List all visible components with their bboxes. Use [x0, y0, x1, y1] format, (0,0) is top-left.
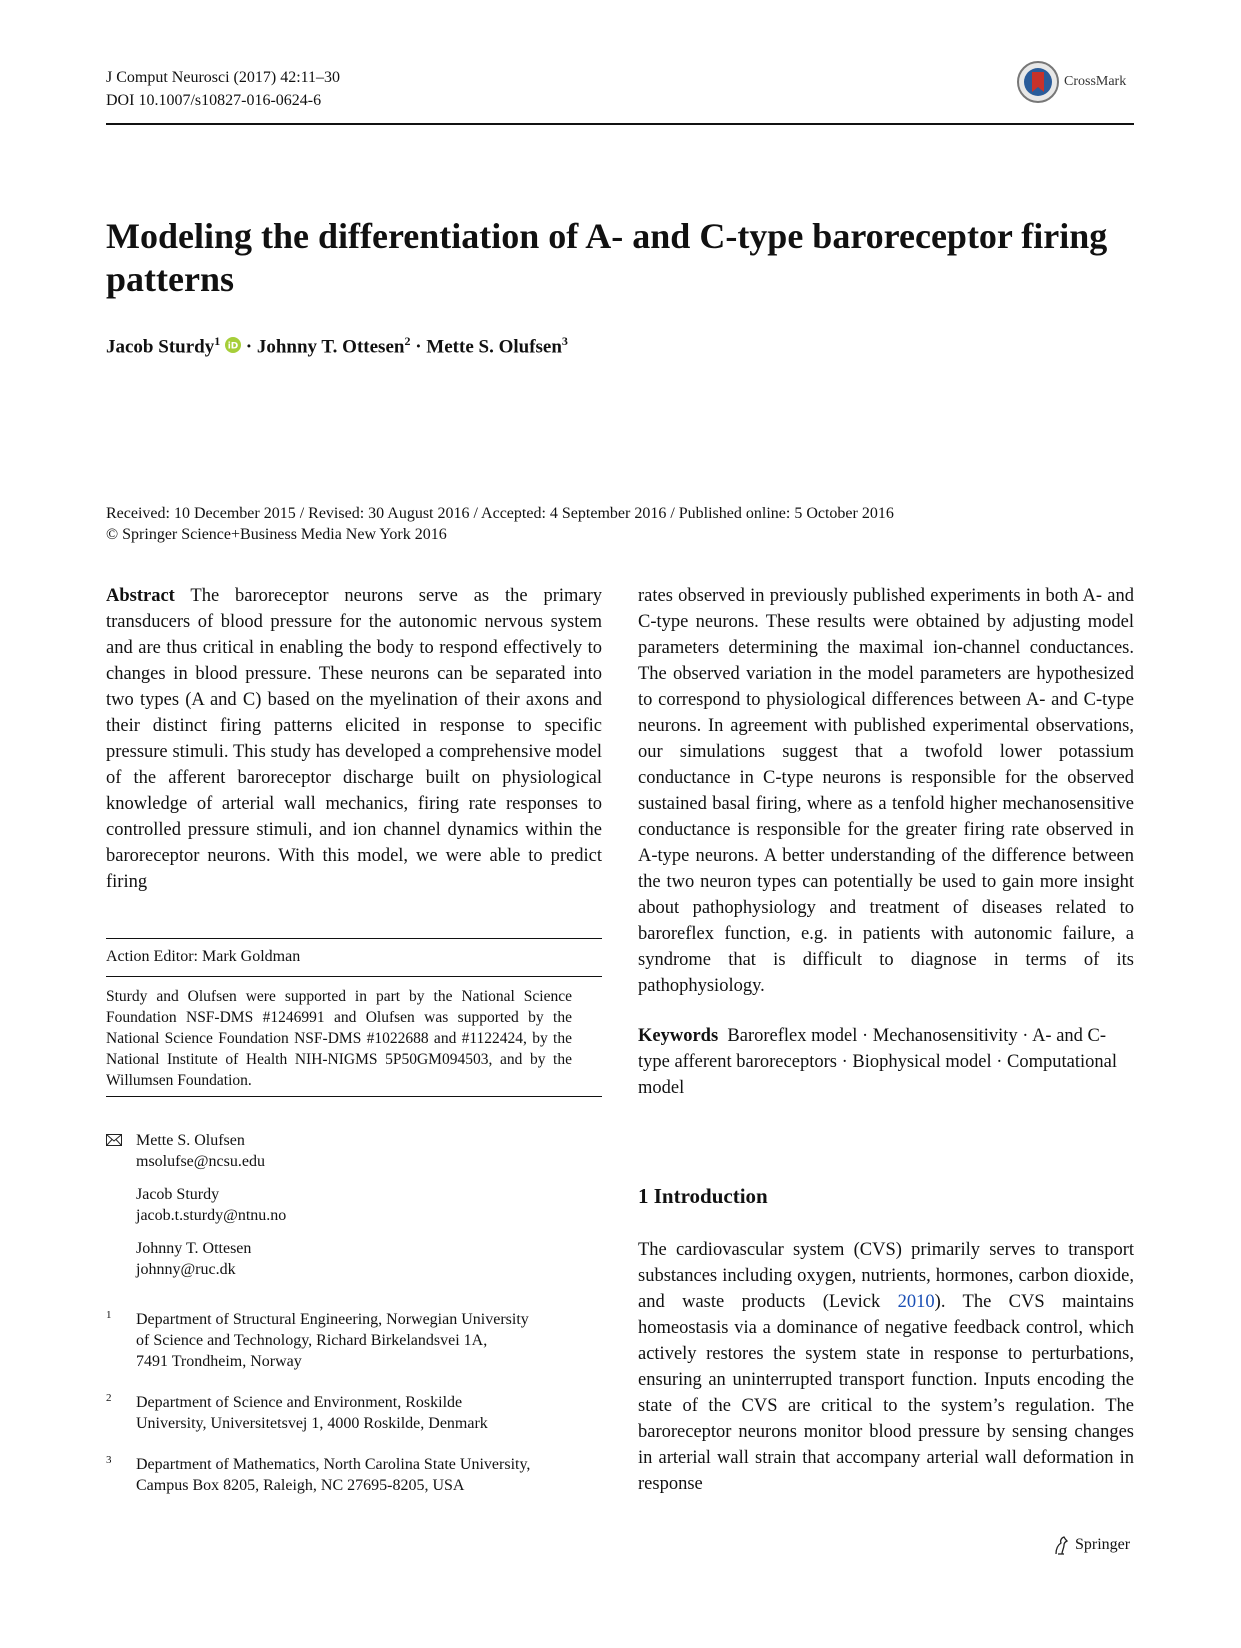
- section-heading-introduction: 1 Introduction: [638, 1184, 768, 1208]
- affiliation-1: [106, 1309, 596, 1372]
- abstract-text-left: The baroreceptor neurons serve as the primary transducers of blood pressure for the autonomic nervous system and are thus critical in enabling the body to respond effectively to changes in blood pressure. These neurons can be separated into two types (A and C) based on the myelination of their axons and their distinct firing patterns elicited in response to specific pressure stimuli. This study has developed a comprehensive model of the afferent baroreceptor discharge built on physiological knowledge of arterial wall mechanics, firing rate responses to controlled pressure stimuli, and ion channel dynamics within the baroreceptor neurons. With this model, we were able to predict firing: [106, 586, 603, 892]
- editor-divider: [106, 976, 602, 977]
- author-name: Jacob Sturdy: [106, 336, 215, 358]
- author-affiliation-mark: 2: [404, 334, 411, 348]
- svg-text:iD: iD: [227, 341, 239, 352]
- copyright-line: © Springer Science+Business Media New York 2016: [106, 526, 447, 543]
- article-title: Modeling the differentiation of A- and C-type baroreceptor firing patterns: [106, 216, 1108, 299]
- introduction-text: [638, 1237, 1134, 1497]
- affiliation-number: 3: [106, 1454, 112, 1466]
- affiliation-line: Campus Box 8205, Raleigh, NC 27695-8205, USA: [136, 1477, 465, 1494]
- affiliation-line: 7491 Trondheim, Norway: [136, 1353, 302, 1370]
- header-divider: [106, 123, 1134, 125]
- affiliation-number: 1: [106, 1309, 112, 1321]
- author-name: Mette S. Olufsen: [426, 336, 562, 358]
- contact-name: Jacob Sturdy: [136, 1186, 220, 1203]
- dates-line: Received: 10 December 2015 / Revised: 30 August 2016 / Accepted: 4 September 2016 / Published online: 5 October 2016: [106, 505, 894, 522]
- publisher-name: Springer: [1075, 1536, 1131, 1553]
- author-name: Johnny T. Ottesen: [256, 336, 405, 358]
- citation-link[interactable]: 2010: [897, 1292, 935, 1312]
- contact-email[interactable]: jacob.t.sturdy@ntnu.no: [136, 1207, 287, 1224]
- abstract-text-right: rates observed in previously published experiments in both A- and C-type neurons. These results were obtained by adjusting model parameters determining the maximal ion-channel conductances. The observed variation in the model parameters are hypothesized to correspond to physiological differences between A- and C-type neurons. In agreement with published experimental observations, our simulations suggest that a twofold lower potassium conductance in C-type neurons is responsible for the observed sustained basal firing, where as a tenfold higher mechanosensitive conductance is responsible for the greater firing rate observed in A-type neurons. A better understanding of the difference between the two neuron types can potentially be used to gain more insight about pathophysiology and treatment of diseases related to baroreflex function, e.g. in patients with autonomic failure, a syndrome that is difficult to diagnose in terms of its pathophysiology.: [638, 586, 1134, 996]
- affiliation-2: [106, 1392, 596, 1434]
- affiliation-line: Department of Science and Environment, Roskilde: [136, 1394, 463, 1411]
- contact-entry: [136, 1184, 286, 1226]
- funding-note: Sturdy and Olufsen were supported in part by the National Science Foundation NSF-DMS #1246991 and Olufsen was supported by the National Science Foundation NSF-DMS #1022688 and #1122424, by the National Institute of Health NIH-NIGMS 5P50GM094503, and by the Willumsen Foundation.: [106, 988, 572, 1089]
- funding-divider: [106, 1096, 602, 1097]
- affiliation-number: 2: [106, 1392, 112, 1404]
- contact-name: Johnny T. Ottesen: [136, 1240, 252, 1257]
- affiliation-line: of Science and Technology, Richard Birkelandsvei 1A,: [136, 1332, 488, 1349]
- contact-list: [106, 1130, 286, 1292]
- keywords: [638, 1023, 1134, 1101]
- abstract-left: [106, 583, 602, 895]
- contact-name: Mette S. Olufsen: [136, 1132, 245, 1149]
- publisher-logo: [1052, 1535, 1130, 1555]
- contact-email[interactable]: msolufse@ncsu.edu: [136, 1153, 265, 1170]
- crossmark-label: CrossMark: [1064, 74, 1127, 89]
- doi-line: DOI 10.1007/s10827-016-0624-6: [106, 92, 322, 109]
- crossmark-icon: [1016, 60, 1060, 104]
- contact-entry: [136, 1238, 286, 1280]
- keywords-label: Keywords: [638, 1026, 719, 1046]
- action-editor: Action Editor: Mark Goldman: [106, 948, 301, 965]
- journal-line: J Comput Neurosci (2017) 42:11–30: [106, 69, 341, 86]
- contact-entry: [136, 1130, 286, 1172]
- journal-citation: [106, 66, 340, 112]
- crossmark-badge[interactable]: [1016, 60, 1126, 104]
- author-list: [106, 334, 568, 358]
- envelope-icon: [106, 1134, 122, 1146]
- publication-history: [106, 503, 894, 545]
- author-affiliation-mark: 3: [561, 334, 568, 348]
- footnote-divider: [106, 938, 602, 939]
- abstract-right: [638, 583, 1134, 1101]
- contact-email[interactable]: johnny@ruc.dk: [136, 1261, 236, 1278]
- author-separator: ·: [410, 336, 427, 358]
- abstract-label: Abstract: [106, 586, 175, 606]
- keywords-text: Baroreflex model · Mechanosensitivity · A- and C-type afferent baroreceptors · Biophysical model · Computational model: [638, 1026, 1117, 1098]
- springer-horse-icon: [1052, 1535, 1070, 1555]
- affiliation-line: University, Universitetsvej 1, 4000 Roskilde, Denmark: [136, 1415, 488, 1432]
- intro-text-part: The cardiovascular system (CVS) primarily serves to transport substances including oxygen, nutrients, hormones, carbon dioxide, and waste products (Levick: [638, 1240, 1134, 1312]
- affiliation-line: Department of Structural Engineering, Norwegian University: [136, 1311, 529, 1328]
- author-affiliation-mark: 1: [214, 334, 221, 348]
- intro-text-part: ). The CVS maintains homeostasis via a dominance of negative feedback control, which actively restores the system state in response to perturbations, ensuring an uninterrupted transport function. Inputs encoding the state of the CVS are critical to the system’s regulation. The baroreceptor neurons monitor blood pressure by sensing changes in arterial wall strain that accompany arterial wall deformation in response: [638, 1292, 1134, 1494]
- affiliation-3: [106, 1454, 596, 1496]
- affiliation-line: Department of Mathematics, North Carolina State University,: [136, 1456, 531, 1473]
- orcid-icon[interactable]: [225, 337, 241, 353]
- author-separator: ·: [240, 336, 257, 358]
